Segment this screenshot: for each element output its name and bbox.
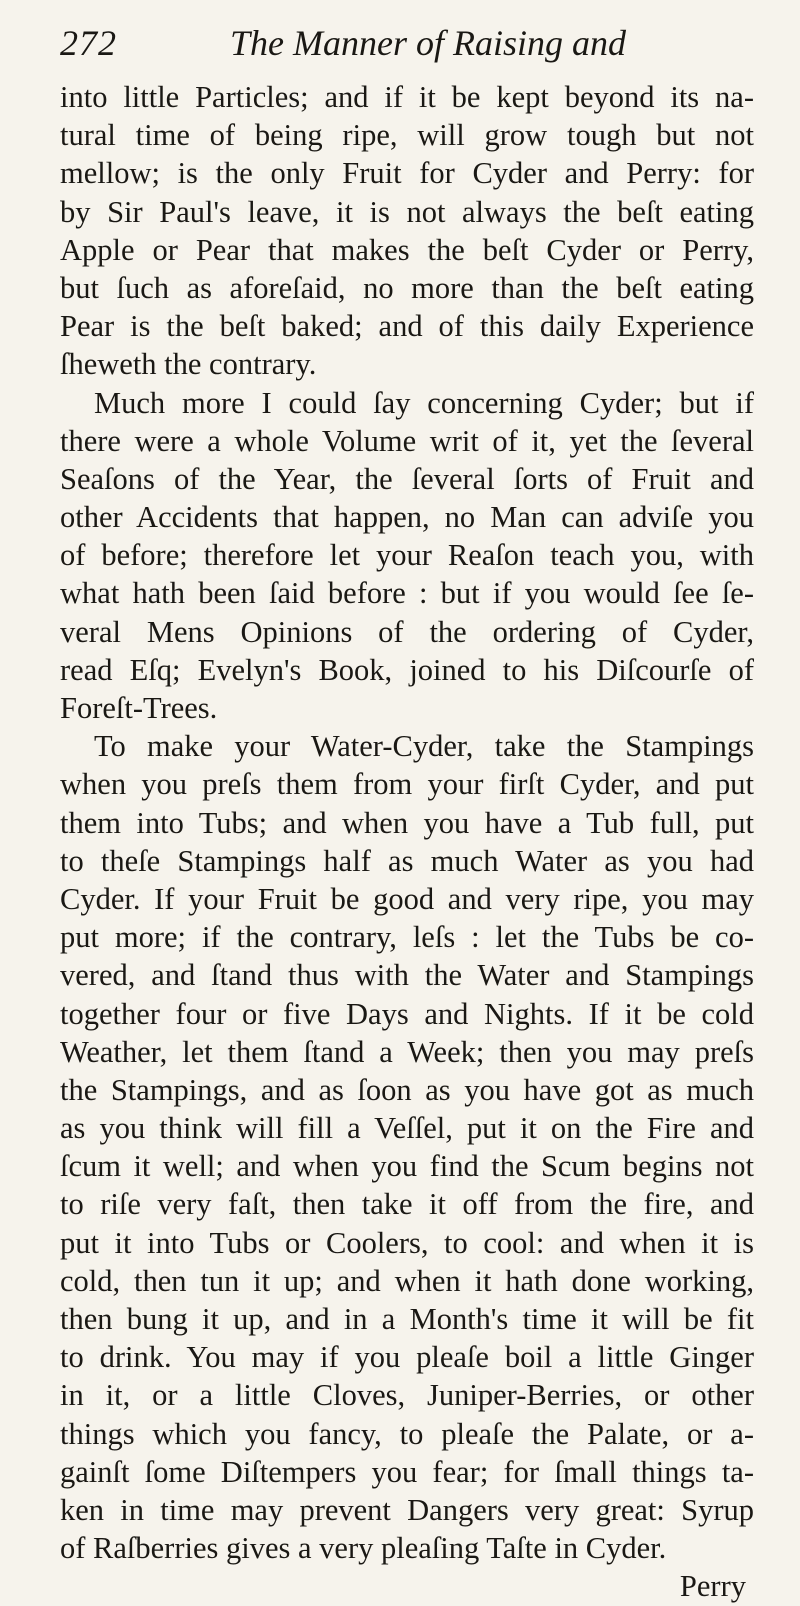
text-line: tural time of being ripe, will grow tough but not (60, 118, 754, 153)
running-title: The Manner of Raising and (230, 23, 626, 63)
text-line: of before; therefore let your Reaſon teach you, with (60, 538, 754, 573)
text-line: what hath been ſaid before : but if you would ſee ſe- (60, 576, 754, 611)
text-line: Weather, let them ſtand a Week; then you may preſs (60, 1034, 754, 1069)
text-line: by Sir Paul's leave, it is not always the beſt eating (60, 194, 754, 229)
text-line: as you think will fill a Veſſel, put it on the Fire and (60, 1111, 754, 1146)
text-line: put it into Tubs or Coolers, to cool: and when it is (60, 1225, 754, 1260)
text-line: but ſuch as aforeſaid, no more than the beſt eating (60, 270, 754, 305)
text-line: put more; if the contrary, leſs : let the Tubs be co- (60, 920, 754, 955)
text-line: the Stampings, and as ſoon as you have got as much (60, 1072, 754, 1107)
text-line: together four or five Days and Nights. If it be cold (60, 996, 754, 1031)
text-line: when you preſs them from your firſt Cyder, and put (60, 767, 754, 802)
text-line: To make your Water-Cyder, take the Stampings (94, 729, 754, 764)
text-line: ken in time may prevent Dangers very great: Syrup (60, 1492, 754, 1527)
running-head (60, 18, 754, 78)
text-line: vered, and ſtand thus with the Water and Stampings (60, 958, 754, 993)
text-line: read Eſq; Evelyn's Book, joined to his Diſcourſe of (60, 652, 754, 687)
text-line: Much more I could ſay concerning Cyder; but if (94, 385, 754, 420)
text-line: gainſt ſome Diſtempers you fear; for ſmall things ta- (60, 1454, 754, 1489)
text-line: to drink. You may if you pleaſe boil a little Ginger (60, 1340, 754, 1375)
text-line: into little Particles; and if it be kept beyond its na- (60, 80, 754, 114)
text-line: Cyder. If your Fruit be good and very ripe, you may (60, 881, 754, 916)
text-line: ſheweth the contrary. (60, 347, 317, 382)
text-line: mellow; is the only Fruit for Cyder and Perry: for (60, 156, 754, 191)
page-number: 272 (60, 23, 117, 63)
text-line: other Accidents that happen, no Man can adviſe you (60, 500, 754, 535)
text-line: Pear is the beſt baked; and of this daily Experience (60, 309, 754, 344)
body-text (60, 78, 754, 1567)
text-line: there were a whole Volume writ of it, yet the ſeveral (60, 423, 754, 458)
text-line: Seaſons of the Year, the ſeveral ſorts of Fruit and (60, 461, 754, 496)
text-line: Foreſt-Trees. (60, 691, 218, 725)
catchword: Perry (679, 1569, 746, 1604)
text-line: them into Tubs; and when you have a Tub full, put (60, 805, 754, 840)
text-line: cold, then tun it up; and when it hath done working, (60, 1263, 754, 1298)
text-line: things which you fancy, to pleaſe the Palate, or a- (60, 1416, 754, 1451)
text-line: of Raſberries gives a very pleaſing Taſte in Cyder. (60, 1531, 667, 1566)
text-line: veral Mens Opinions of the ordering of Cyder, (60, 614, 754, 649)
text-line: ſcum it well; and when you find the Scum begins not (60, 1149, 754, 1184)
text-line: to riſe very faſt, then take it off from the fire, and (60, 1187, 754, 1222)
text-line: then bung it up, and in a Month's time it will be fit (60, 1302, 754, 1336)
text-line: Apple or Pear that makes the beſt Cyder or Perry, (60, 232, 754, 267)
text-line: to theſe Stampings half as much Water as you had (60, 843, 754, 878)
text-line: in it, or a little Cloves, Juniper-Berries, or other (60, 1378, 754, 1413)
